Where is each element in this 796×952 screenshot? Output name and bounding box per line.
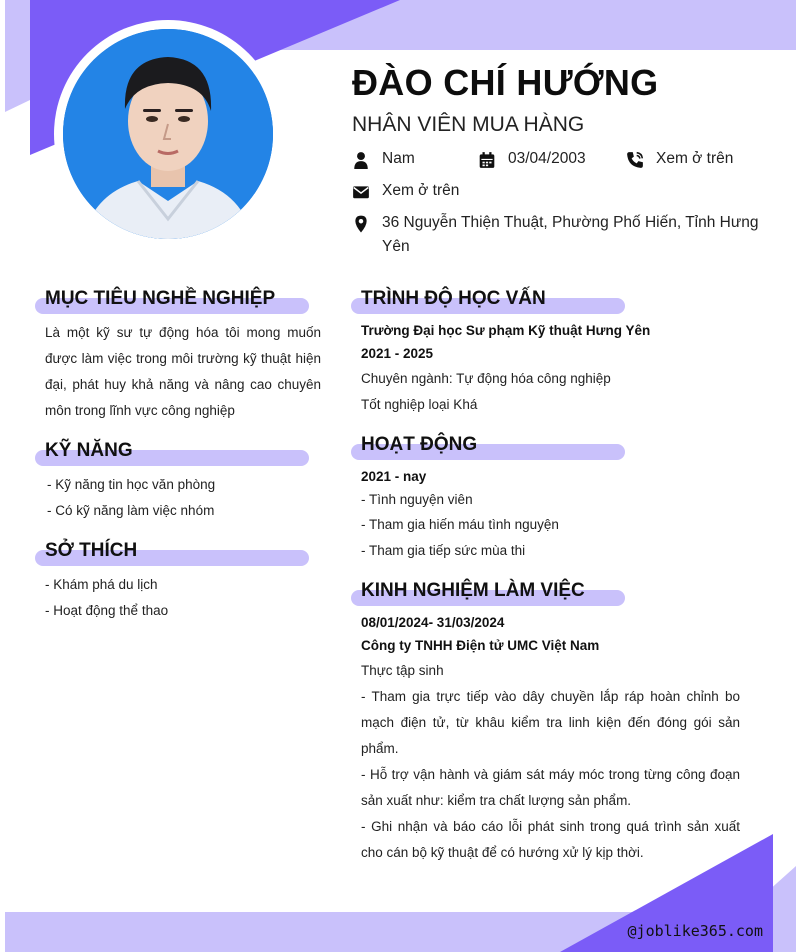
activity-item: - Tình nguyện viên [361,492,473,507]
job-title: NHÂN VIÊN MUA HÀNG [352,113,585,136]
activity-item: - Tham gia hiến máu tình nguyện [361,517,559,532]
calendar-icon [478,151,496,169]
experience-period: 08/01/2024- 31/03/2024 [361,615,505,630]
info-gender [352,150,415,171]
hobbies-title: SỞ THÍCH [45,540,138,561]
experience-bullet: - Tham gia trực tiếp vào dây chuyền lắp ráp hoàn chỉnh bo mạch điện tử, từ khâu kiểm tra linh kiện đến đóng gói sản phẩm. [361,689,740,756]
experience-company: Công ty TNHH Điện tử UMC Việt Nam [361,638,600,653]
skill-item: - Kỹ năng tin học văn phòng [47,477,216,492]
objective-text: Là một kỹ sư tự động hóa tôi mong muốn được làm việc trong môi trường kỹ thuật hiện đại, phát huy khả năng và nâng cao chuyên môn trong lĩnh vực công nghiệp [45,325,321,418]
map-pin-icon [352,215,370,233]
education-grade: Tốt nghiệp loại Khá [361,397,478,412]
experience-bullet: - Hỗ trợ vận hành và giám sát máy móc trong từng công đoạn sản xuất như: kiểm tra chất lượng sản phẩm. [361,767,740,808]
education-period: 2021 - 2025 [361,346,434,361]
info-phone [626,150,733,171]
education-school: Trường Đại học Sư phạm Kỹ thuật Hưng Yên [361,323,651,338]
activity-item: - Tham gia tiếp sức mùa thi [361,543,526,558]
phone-icon [626,151,644,169]
profile-photo [63,29,273,239]
hobby-item: - Khám phá du lịch [45,577,158,592]
phone-value: Xem ở trên [656,150,734,167]
hobby-item: - Hoạt động thể thao [45,603,169,618]
skill-item: - Có kỹ năng làm việc nhóm [47,503,215,518]
info-address [352,214,772,259]
experience-title: KINH NGHIỆM LÀM VIỆC [361,580,585,601]
birthday-value: 03/04/2003 [508,150,586,167]
email-value: Xem ở trên [382,182,460,199]
info-email [352,182,459,203]
user-icon [352,151,370,169]
avatar [63,29,273,239]
activities-title: HOẠT ĐỘNG [361,434,478,455]
address-value: 36 Nguyễn Thiện Thuật, Phường Phố Hiến, Tỉnh Hưng Yên [382,214,759,255]
info-birthday [478,150,586,171]
objective-title: MỤC TIÊU NGHỀ NGHIỆP [45,288,276,309]
experience-position: Thực tập sinh [361,663,444,678]
education-title: TRÌNH ĐỘ HỌC VẤN [361,288,546,309]
experience-bullet: - Ghi nhận và báo cáo lỗi phát sinh trong quá trình sản xuất cho cán bộ kỹ thuật để có hướng xử lý kịp thời. [361,819,740,860]
skills-title: KỸ NĂNG [45,440,133,461]
candidate-name: ĐÀO CHÍ HƯỚNG [352,62,659,103]
gender-value: Nam [382,150,415,167]
education-major: Chuyên ngành: Tự động hóa công nghiệp [361,371,611,386]
envelope-icon [352,183,370,201]
footer-site-link[interactable]: @joblike365.com [627,922,763,940]
activities-period: 2021 - nay [361,469,427,484]
